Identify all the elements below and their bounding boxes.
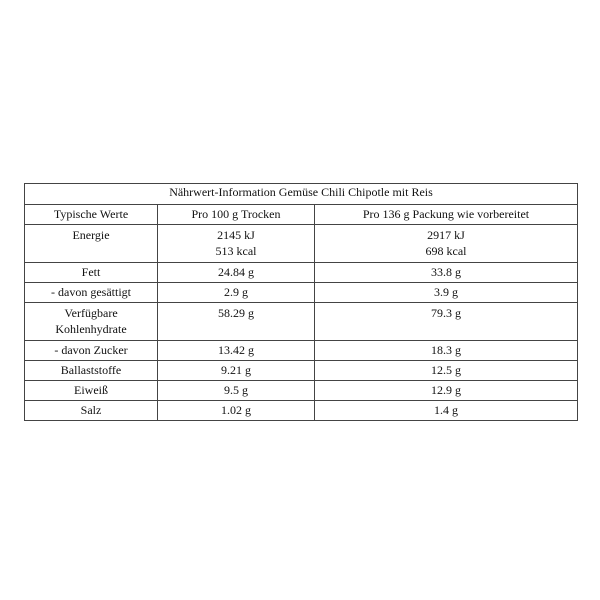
table-row xyxy=(25,361,578,381)
table-row xyxy=(25,401,578,421)
row-value-per-100g: 9.21 g xyxy=(158,361,315,381)
row-value-per-100g: 2145 kJ 513 kcal xyxy=(158,225,315,263)
header-per-pack: Pro 136 g Packung wie vorbereitet xyxy=(315,205,578,225)
row-value-per-100g: 9.5 g xyxy=(158,381,315,401)
table-row xyxy=(25,341,578,361)
row-value-per-pack: 2917 kJ 698 kcal xyxy=(315,225,578,263)
row-value-per-100g: 58.29 g xyxy=(158,303,315,341)
row-label: - davon gesättigt xyxy=(25,283,158,303)
row-label: Ballaststoffe xyxy=(25,361,158,381)
row-label: - davon Zucker xyxy=(25,341,158,361)
row-value-per-100g: 2.9 g xyxy=(158,283,315,303)
row-label: Energie xyxy=(25,225,158,263)
row-value-per-pack: 12.5 g xyxy=(315,361,578,381)
table-row xyxy=(25,381,578,401)
table-row xyxy=(25,303,578,341)
row-value-per-pack: 79.3 g xyxy=(315,303,578,341)
row-label: Salz xyxy=(25,401,158,421)
row-value-per-pack: 18.3 g xyxy=(315,341,578,361)
row-label: Fett xyxy=(25,263,158,283)
row-value-per-100g: 1.02 g xyxy=(158,401,315,421)
row-value-per-100g: 24.84 g xyxy=(158,263,315,283)
header-typical-values: Typische Werte xyxy=(25,205,158,225)
table-row xyxy=(25,225,578,263)
row-label: Verfügbare Kohlenhydrate xyxy=(25,303,158,341)
row-value-per-pack: 3.9 g xyxy=(315,283,578,303)
table-row xyxy=(25,263,578,283)
row-value-per-pack: 12.9 g xyxy=(315,381,578,401)
table-title: Nährwert-Information Gemüse Chili Chipotle mit Reis xyxy=(25,184,578,205)
row-value-per-100g: 13.42 g xyxy=(158,341,315,361)
row-value-per-pack: 1.4 g xyxy=(315,401,578,421)
header-per-100g: Pro 100 g Trocken xyxy=(158,205,315,225)
nutrition-table xyxy=(24,183,578,421)
table-row xyxy=(25,283,578,303)
row-label: Eiweiß xyxy=(25,381,158,401)
row-value-per-pack: 33.8 g xyxy=(315,263,578,283)
